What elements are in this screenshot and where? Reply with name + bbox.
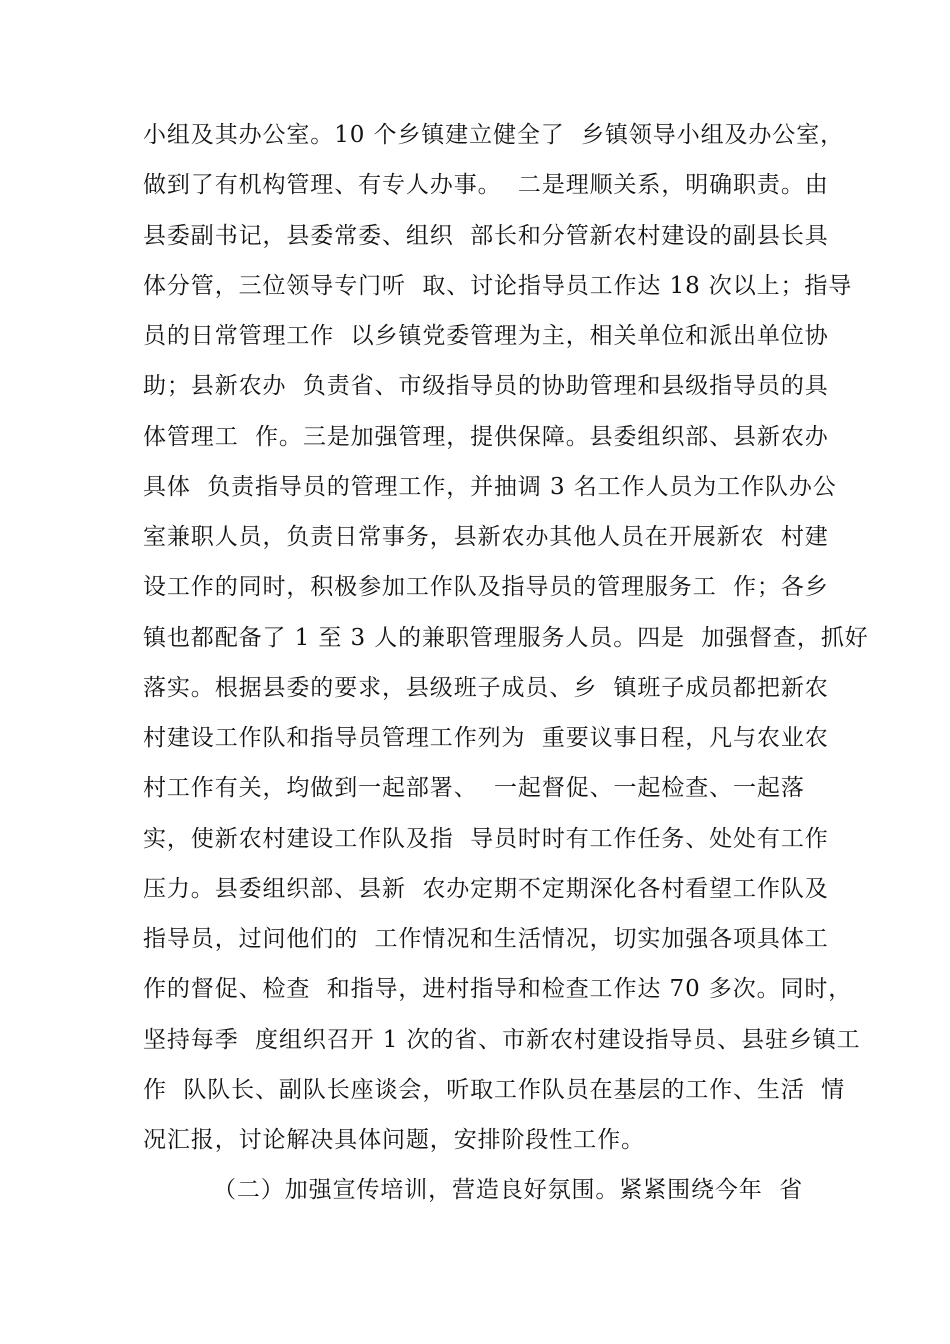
paragraph-line: 体分管，三位领导专门听 取、讨论指导员工作达 18 次以上；指导 — [143, 273, 853, 299]
paragraph-line: 小组及其办公室。10 个乡镇建立健全了 乡镇领导小组及办公室， — [143, 122, 844, 148]
paragraph-line: 作的督促、检查 和指导，进村指导和检查工作达 70 多次。同时， — [143, 976, 853, 1002]
paragraph-line: 实，使新农村建设工作队及指 导员时时有工作任务、处处有工作 — [143, 826, 829, 852]
paragraph-line: 做到了有机构管理、有专人办事。 二是理顺关系，明确职责。由 — [143, 172, 829, 198]
paragraph-line: 落实。根据县委的要求，县级班子成员、乡 镇班子成员都把新农 — [143, 675, 829, 701]
paragraph-line: 县委副书记，县委常委、组织 部长和分管新农村建设的副县长具 — [143, 223, 829, 249]
paragraph-line: 况汇报，讨论解决具体问题，安排阶段性工作。 — [143, 1127, 645, 1153]
paragraph-line: 坚持每季 度组织召开 1 次的省、市新农村建设指导员、县驻乡镇工 — [143, 1027, 861, 1053]
section-heading-line: （二）加强宣传培训，营造良好氛围。紧紧围绕今年 省 — [213, 1177, 804, 1203]
paragraph-line: 体管理工 作。三是加强管理，提供保障。县委组织部、县新农办 — [143, 424, 829, 450]
paragraph-line: 室兼职人员，负责日常事务，县新农办其他人员在开展新农 村建 — [143, 524, 829, 550]
paragraph-line: 助；县新农办 负责省、市级指导员的协助管理和县级指导员的具 — [143, 373, 829, 399]
paragraph-line: 压力。县委组织部、县新 农办定期不定期深化各村看望工作队及 — [143, 876, 829, 902]
paragraph-line: 村建设工作队和指导员管理工作列为 重要议事日程，凡与农业农 — [143, 725, 829, 751]
paragraph-line: 员的日常管理工作 以乡镇党委管理为主，相关单位和派出单位协 — [143, 323, 829, 349]
paragraph-line: 设工作的同时，积极参加工作队及指导员的管理服务工 作；各乡 — [143, 574, 829, 600]
paragraph-line: 具体 负责指导员的管理工作，并抽调 3 名工作人员为工作队办公 — [143, 474, 837, 500]
paragraph-line: 镇也都配备了 1 至 3 人的兼职管理服务人员。四是 加强督查，抓好 — [143, 625, 869, 651]
paragraph-line: 村工作有关，均做到一起部署、 一起督促、一起检查、一起落 — [143, 775, 805, 801]
paragraph-line: 作 队队长、副队长座谈会，听取工作队员在基层的工作、生活 情 — [143, 1077, 846, 1103]
paragraph-line: 指导员，过问他们的 工作情况和生活情况，切实加强各项具体工 — [143, 926, 829, 952]
